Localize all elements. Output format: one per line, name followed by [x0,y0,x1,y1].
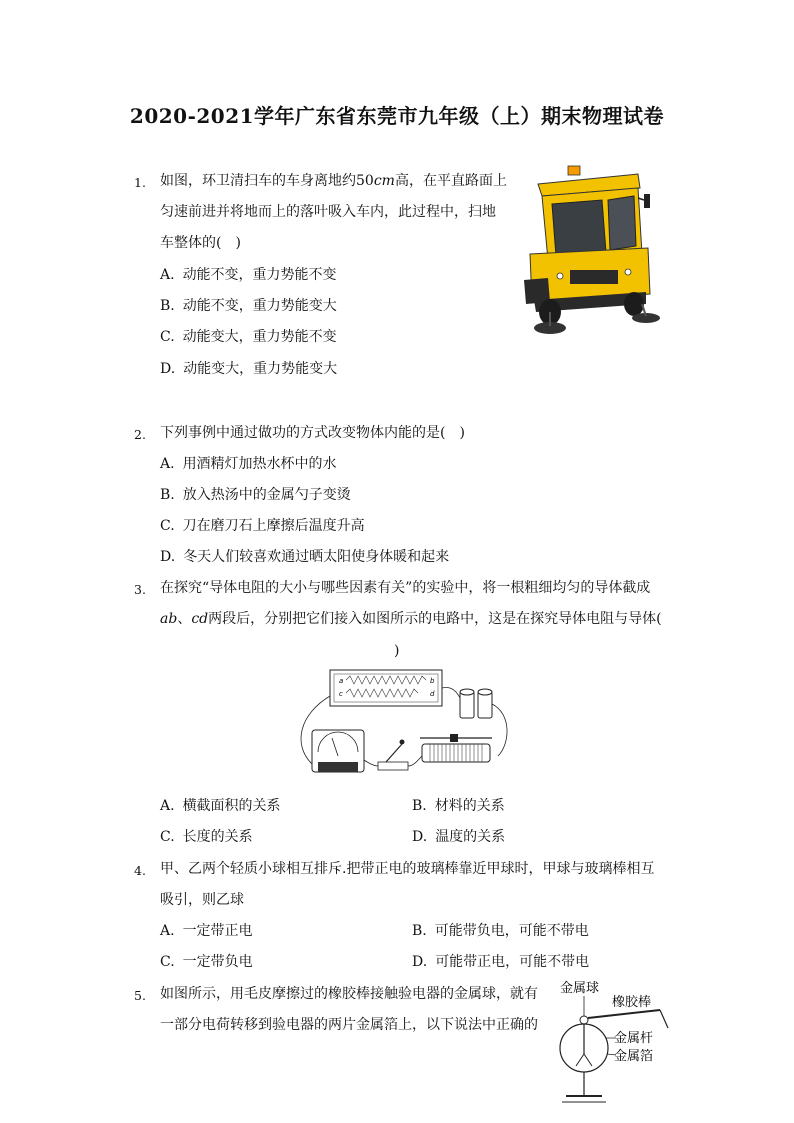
question-text-line: 车整体的( ) [160,235,241,251]
question-number: 4. [134,863,146,878]
question-number: 1. [134,175,146,190]
question-number: 2. [134,427,146,442]
label-b: b [430,677,435,685]
page-title: 2020-2021学年广东省东莞市九年级（上）期末物理试卷 [129,104,665,128]
option-a[interactable]: A. 用酒精灯加热水杯中的水 [160,456,337,472]
question-text-line: 吸引，则乙球 [160,892,244,908]
option-c[interactable]: C. 刀在磨刀石上摩擦后温度升高 [160,518,365,534]
option-b[interactable]: B. 动能不变，重力势能变大 [160,298,337,314]
question-text-line: 如图，环卫清扫车的车身离地约50cm高，在平直路面上 [160,173,507,189]
option-c[interactable]: C. 动能变大，重力势能不变 [160,329,337,345]
label-rubber-rod: 橡胶棒 [612,995,652,1010]
label-c: c [339,690,343,698]
label-metal-rod: 金属杆 [614,1031,654,1046]
option-d[interactable]: D. 动能变大，重力势能变大 [160,361,338,377]
question-text-line: ab、cd两段后，分别把它们接入如图所示的电路中，这是在探究导体电阻与导体( [160,611,662,627]
option-c[interactable]: C. 长度的关系 [160,829,253,845]
label-metal-foil: 金属箔 [614,1049,654,1064]
option-b[interactable]: B. 放入热汤中的金属勺子变烫 [160,487,351,503]
option-a[interactable]: A. 一定带正电 [160,923,253,939]
label-d: d [430,690,435,698]
option-d[interactable]: D. 冬天人们较喜欢通过晒太阳使身体暖和起来 [160,549,450,565]
option-b[interactable]: B. 可能带负电，可能不带电 [412,923,589,939]
question-number: 3. [134,582,146,597]
question-text-line: 甲、乙两个轻质小球相互排斥.把带正电的玻璃棒靠近甲球时，甲球与玻璃棒相互 [160,861,655,877]
question-text-line: 如图所示，用毛皮摩擦过的橡胶棒接触验电器的金属球，就有 [160,986,538,1002]
question-text-line: 一部分电荷转移到验电器的两片金属箔上，以下说法中正确的 [160,1017,538,1033]
option-d[interactable]: D. 可能带正电，可能不带电 [412,954,590,970]
question-text-line: 匀速前进并将地而上的落叶吸入车内，此过程中，扫地 [160,204,496,220]
option-a[interactable]: A. 动能不变，重力势能不变 [160,267,337,283]
street-sweeper-image [510,162,665,344]
option-d[interactable]: D. 温度的关系 [412,829,506,845]
question-text-line: 在探究“导体电阻的大小与哪些因素有关”的实验中，将一根粗细均匀的导体截成 [160,580,651,596]
electroscope-diagram [540,978,670,1110]
label-a: a [339,677,344,685]
question-text-line: 下列事例中通过做功的方式改变物体内能的是( ) [160,425,465,441]
option-b[interactable]: B. 材料的关系 [412,798,505,814]
question-number: 5. [134,988,146,1003]
option-c[interactable]: C. 一定带负电 [160,954,253,970]
circuit-diagram [290,664,515,786]
option-a[interactable]: A. 横截面积的关系 [160,798,281,814]
question-text-line: ) [394,643,400,659]
label-metal-ball: 金属球 [560,981,600,996]
